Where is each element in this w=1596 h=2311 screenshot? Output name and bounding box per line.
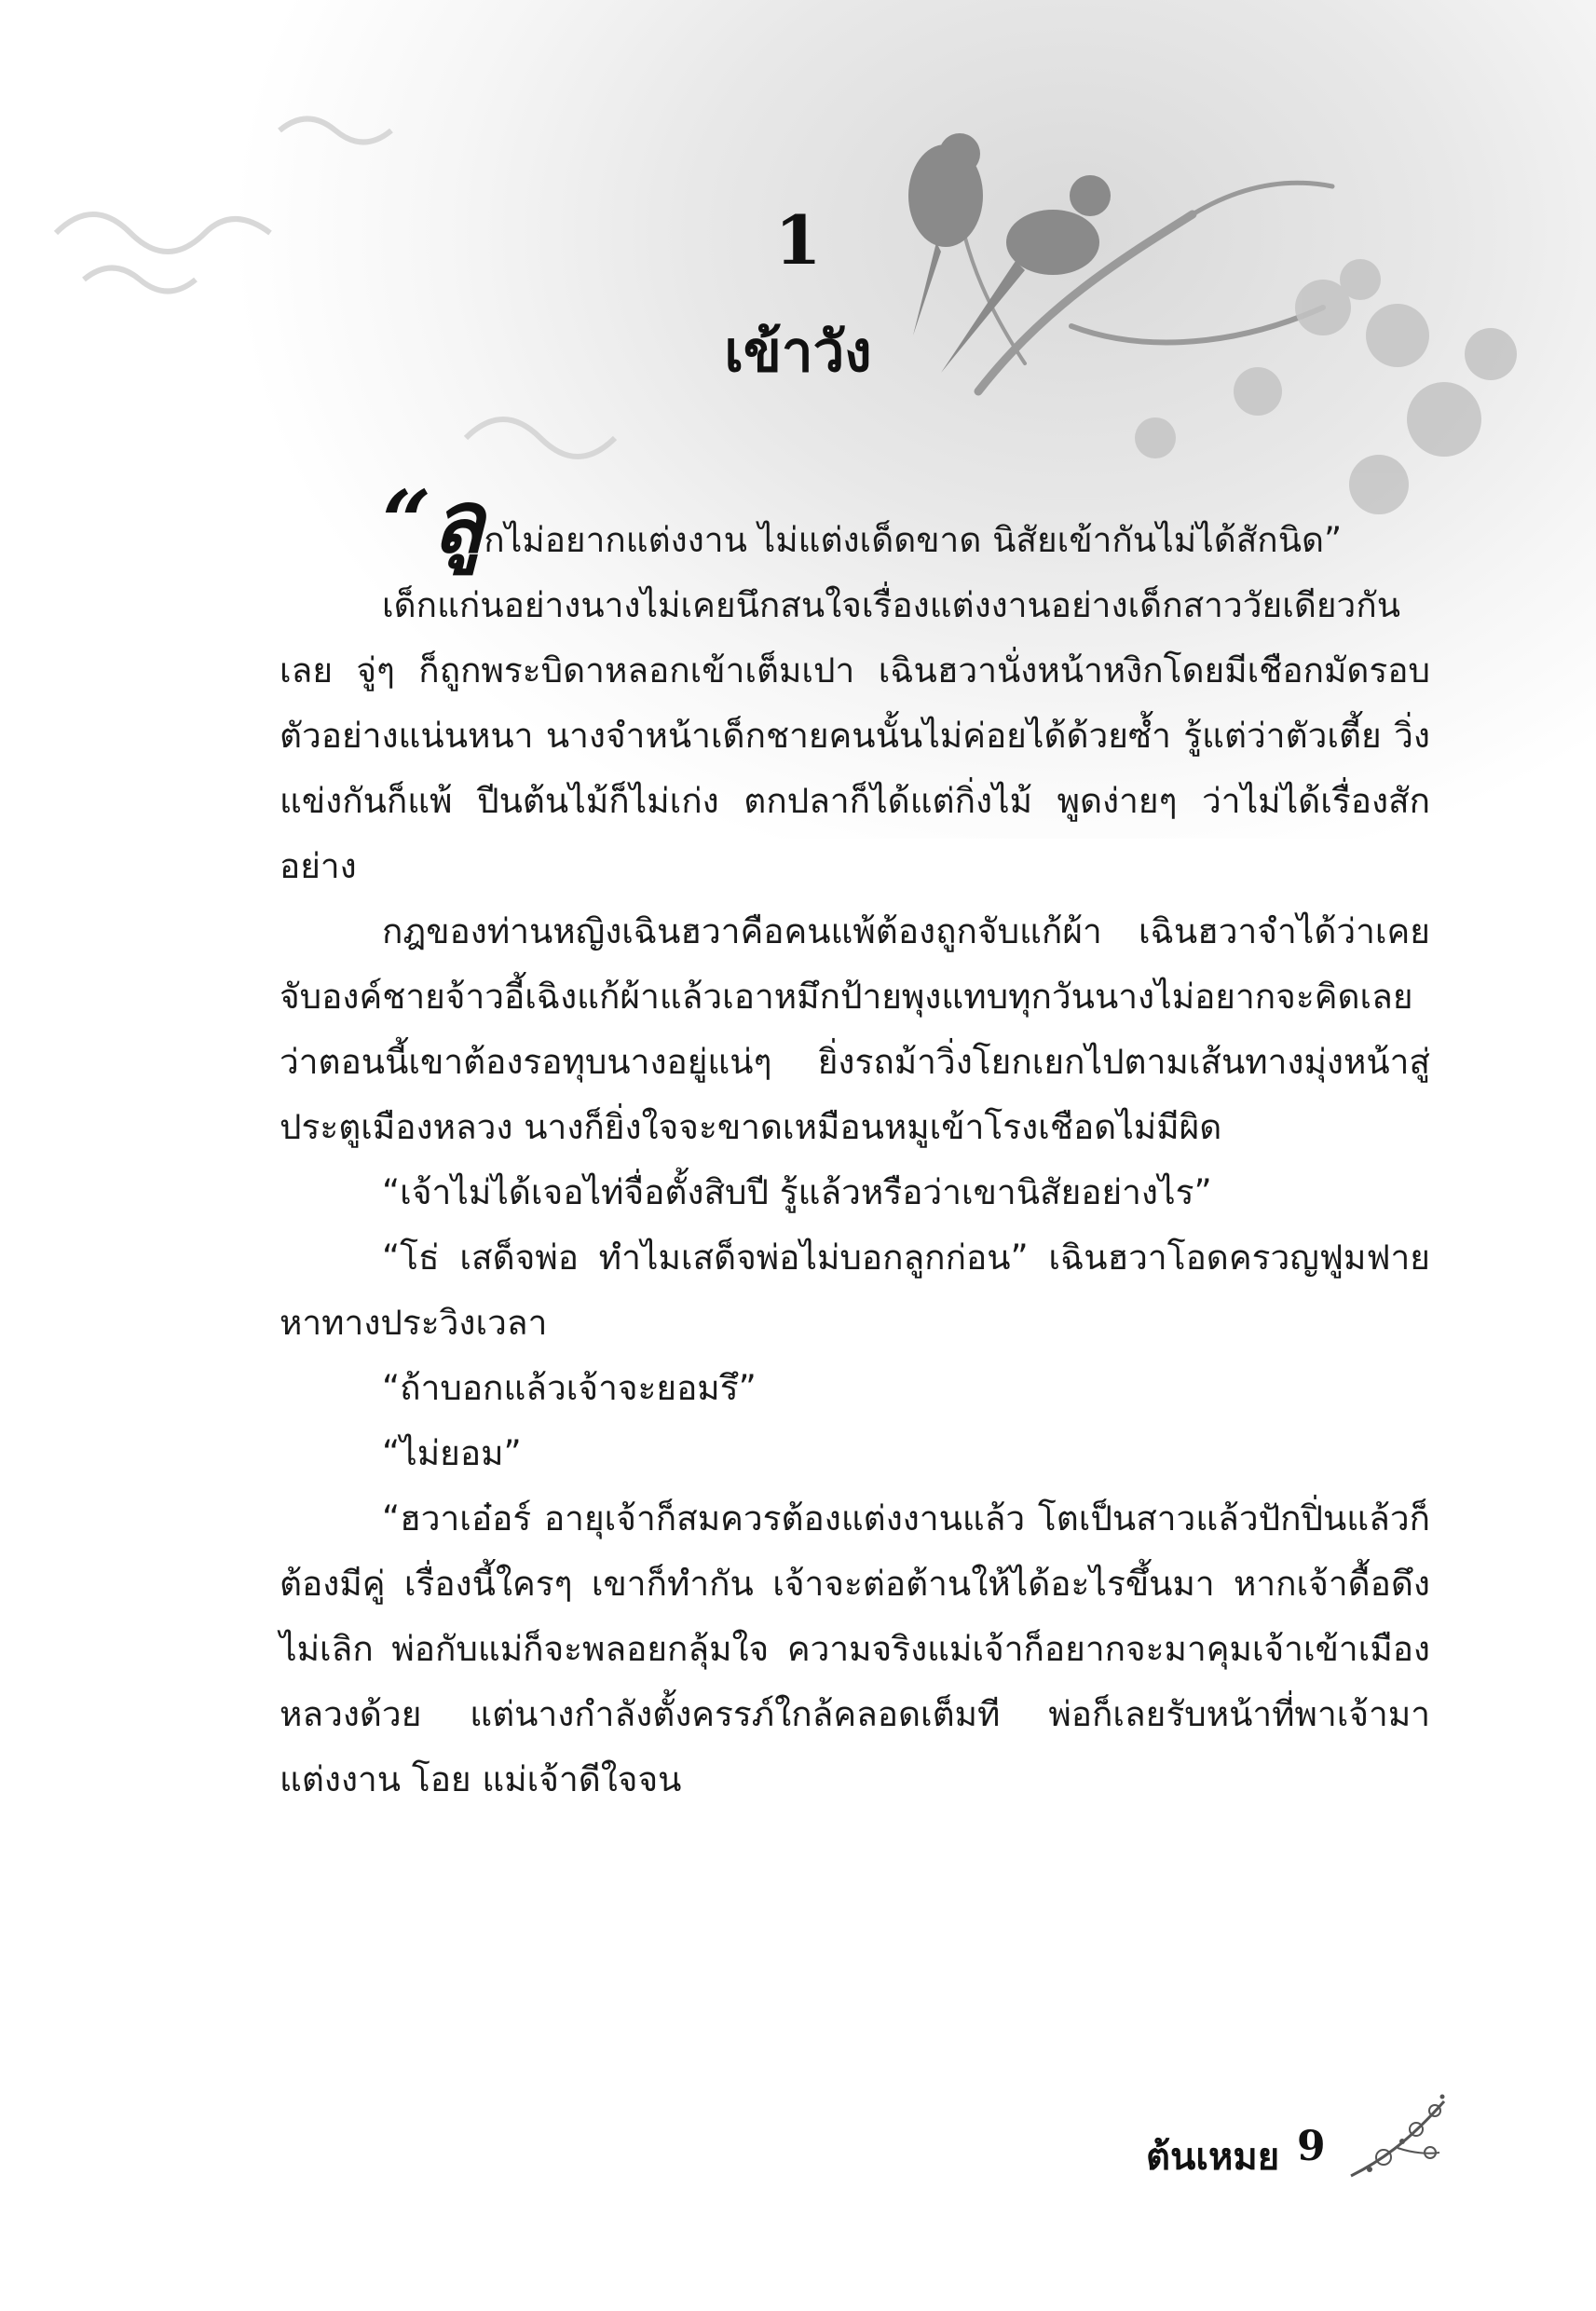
- paragraph-8: “ฮวาเอ๋อร์ อายุเจ้าก็สมควรต้องแต่งงานแล้ว โตเป็นสาวแล้วปักปิ่นแล้วก็ต้องมีคู่ เรื่องนี้ใครๆ เขาก็ทำกัน เจ้าจะต่อต้านให้ได้อะไรขึ้นมา หากเจ้าดื้อดึงไม่เลิก พ่อกับแม่ก็จะพลอยกลุ้มใจ ความจริงแม่เจ้าก็อยากจะมาคุมเจ้าเข้าเมืองหลวงด้วย แต่นางกำลังตั้งครรภ์ใกล้คลอดเต็มที พ่อก็เลยรับหน้าที่พาเจ้ามาแต่งงาน โอย แม่เจ้าดีใจจน: [280, 1498, 1430, 1799]
- drop-cap: “ลู: [382, 472, 484, 572]
- footer-book-title: ต้นเหมย: [1146, 2135, 1280, 2179]
- paragraph-4: “เจ้าไม่ได้เจอไท่จื่อตั้งสิบปี รู้แล้วหรือว่าเขานิสัยอย่างไร”: [382, 1172, 1212, 1212]
- chapter-number: 1: [774, 200, 822, 280]
- chapter-title: เข้าวัง: [724, 320, 872, 385]
- paragraph-1-text: กไม่อยากแต่งงาน ไม่แต่งเด็ดขาด นิสัยเข้ากันไม่ได้สักนิด”: [484, 520, 1343, 560]
- plum-blossom-ornament-icon: [1342, 2087, 1453, 2190]
- paragraph-3: กฎของท่านหญิงเฉินฮวาคือคนแพ้ต้องถูกจับแก้ผ้า เฉินฮวาจำได้ว่าเคยจับองค์ชายจ้าวอี้เฉิงแก้ผ้าแล้วเอาหมึกป้ายพุงแทบทุกวันนางไม่อยากจะคิดเลยว่าตอนนี้เขาต้องรอทุบนางอยู่แน่ๆ ยิ่งรถม้าวิ่งโยกเยกไปตามเส้นทางมุ่งหน้าสู่ประตูเมืองหลวง นางก็ยิ่งใจจะขาดเหมือนหมูเข้าโรงเชือดไม่มีผิด: [280, 911, 1430, 1147]
- paragraph-2: เด็กแก่นอย่างนางไม่เคยนึกสนใจเรื่องแต่งงานอย่างเด็กสาววัยเดียวกันเลย จู่ๆ ก็ถูกพระบิดาหลอกเข้าเต็มเปา เฉินฮวานั่งหน้าหงิกโดยมีเชือกมัดรอบตัวอย่างแน่นหนา นางจำหน้าเด็กชายคนนั้นไม่ค่อยได้ด้วยซ้ำ รู้แต่ว่าตัวเตี้ย วิ่งแข่งกันก็แพ้ ปีนต้นไม้ก็ไม่เก่ง ตกปลาก็ได้แต่กิ่งไม้ พูดง่ายๆ ว่าไม่ได้เรื่องสักอย่าง: [280, 585, 1430, 886]
- paragraph-5: “โธ่ เสด็จพ่อ ทำไมเสด็จพ่อไม่บอกลูกก่อน” เฉินฮวาโอดครวญฟูมฟาย หาทางประวิงเวลา: [280, 1238, 1430, 1343]
- paragraph-1: [280, 472, 1430, 573]
- chapter-body: [280, 472, 1430, 1812]
- page-number: 9: [1297, 2123, 1326, 2170]
- paragraph-7: “ไม่ยอม”: [382, 1433, 522, 1473]
- paragraph-6: “ถ้าบอกแล้วเจ้าจะยอมรึ”: [382, 1368, 757, 1408]
